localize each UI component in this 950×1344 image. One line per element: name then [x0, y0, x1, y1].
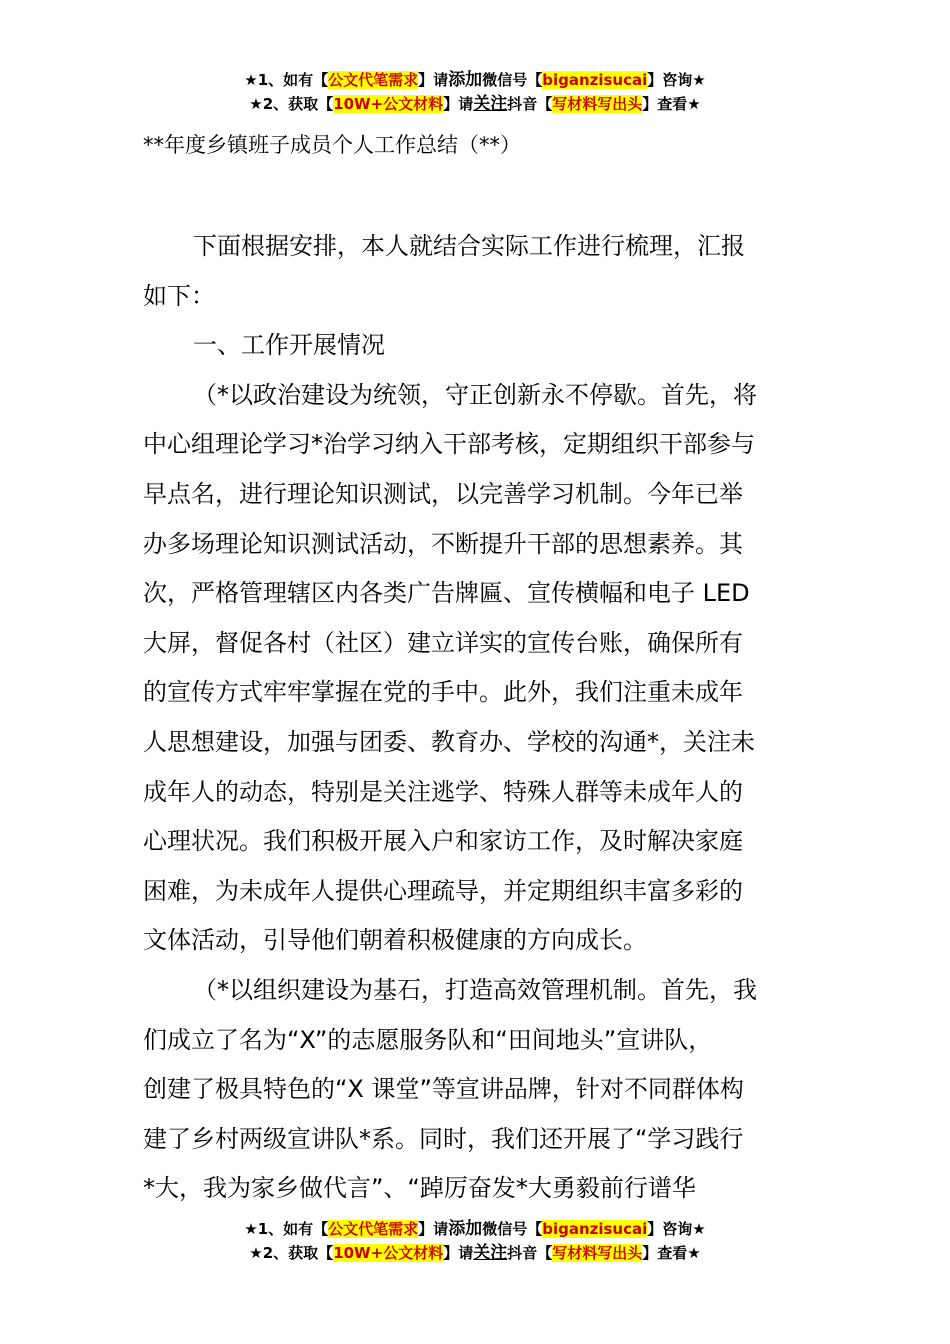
text-line: 困难，为未成年人提供心理疏导，并定期组织丰富多彩的 [143, 876, 743, 905]
banner-text: 微信号【 [482, 1220, 543, 1238]
text-line: 大屏，督促各村（社区）建立详实的宣传台账，确保所有 [143, 628, 743, 657]
text-line: 的宣传方式牢牢掌握在党的手中。此外，我们注重未成年 [143, 678, 743, 707]
banner-highlight: 写材料写出头 [552, 1244, 643, 1262]
text-line: 人思想建设，加强与团委、教育办、学校的沟通*，关注未 [143, 727, 755, 756]
text-line: （*以组织建设为基石，打造高效管理机制。首先，我 [193, 975, 757, 1004]
banner-highlight: 写材料写出头 [552, 95, 643, 113]
banner-text: ★1、如有【 [244, 71, 329, 89]
text-line: 们成立了名为“X”的志愿服务队和“田间地头”宣讲队， [143, 1025, 713, 1054]
banner-text: 微信号【 [482, 71, 543, 89]
banner-line-1 [0, 1217, 950, 1241]
text-line: 下面根据安排，本人就结合实际工作进行梳理，汇报 [193, 232, 745, 260]
section-heading: 一、工作开展情况 [193, 331, 385, 360]
banner-highlight: 公文代笔需求 [328, 1220, 419, 1238]
text-line: 早点名，进行理论知识测试，以完善学习机制。今年已举 [143, 479, 743, 508]
document-body [143, 222, 808, 1214]
text-line: （*以政治建设为统领，守正创新永不停歇。首先，将 [193, 380, 757, 409]
banner-text: 抖音【 [507, 1244, 553, 1262]
banner-text: ★2、获取【 [249, 95, 334, 113]
header-banner [0, 68, 950, 116]
text-line: 文体活动，引导他们朝着积极健康的方向成长。 [143, 926, 647, 955]
text-line: 建了乡村两级宣讲队*系。同时，我们还开展了“学习践行 [143, 1124, 744, 1153]
banner-text: ★1、如有【 [244, 1220, 329, 1238]
document-title: **年度乡镇班子成员个人工作总结（**） [143, 133, 521, 157]
text-line: *大，我为家乡做代言”、“踔厉奋发*大勇毅前行谱华 [143, 1174, 696, 1203]
banner-text: 】请 [418, 1220, 449, 1238]
text-line: 中心组理论学习*治学习纳入干部考核，定期组织干部参与 [143, 430, 755, 459]
banner-line-2 [0, 92, 950, 116]
banner-text: 】查看★ [642, 1244, 701, 1262]
banner-text: 抖音【 [507, 95, 553, 113]
text-line: 如下： [143, 281, 215, 310]
footer-banner [0, 1217, 950, 1265]
banner-highlight: biganzisucai [542, 71, 648, 89]
banner-highlight: biganzisucai [542, 1220, 648, 1238]
banner-emphasis: 关注 [473, 1243, 508, 1263]
text-line: 办多场理论知识测试活动，不断提升干部的思想素养。其 [143, 529, 743, 558]
banner-text: 】请 [418, 71, 449, 89]
text-line: 次，严格管理辖区内各类广告牌匾、宣传横幅和电子 LED [143, 579, 750, 608]
banner-line-1 [0, 68, 950, 92]
banner-text: 】咨询★ [647, 71, 706, 89]
banner-line-2 [0, 1241, 950, 1265]
text-line: 创建了极具特色的“X 课堂”等宣讲品牌，针对不同群体构 [143, 1075, 744, 1104]
banner-text: 】查看★ [642, 95, 701, 113]
banner-emphasis: 添加 [448, 1219, 483, 1239]
banner-text: 】咨询★ [647, 1220, 706, 1238]
banner-emphasis: 关注 [473, 94, 508, 114]
banner-text: ★2、获取【 [249, 1244, 334, 1262]
banner-text: 】请 [443, 1244, 474, 1262]
banner-highlight: 10W+公文材料 [333, 95, 444, 113]
text-line: 心理状况。我们积极开展入户和家访工作，及时解决家庭 [143, 827, 743, 856]
text-line: 成年人的动态，特别是关注逃学、特殊人群等未成年人的 [143, 777, 743, 806]
banner-text: 】请 [443, 95, 474, 113]
banner-emphasis: 添加 [448, 70, 483, 90]
banner-highlight: 10W+公文材料 [333, 1244, 444, 1262]
banner-highlight: 公文代笔需求 [328, 71, 419, 89]
